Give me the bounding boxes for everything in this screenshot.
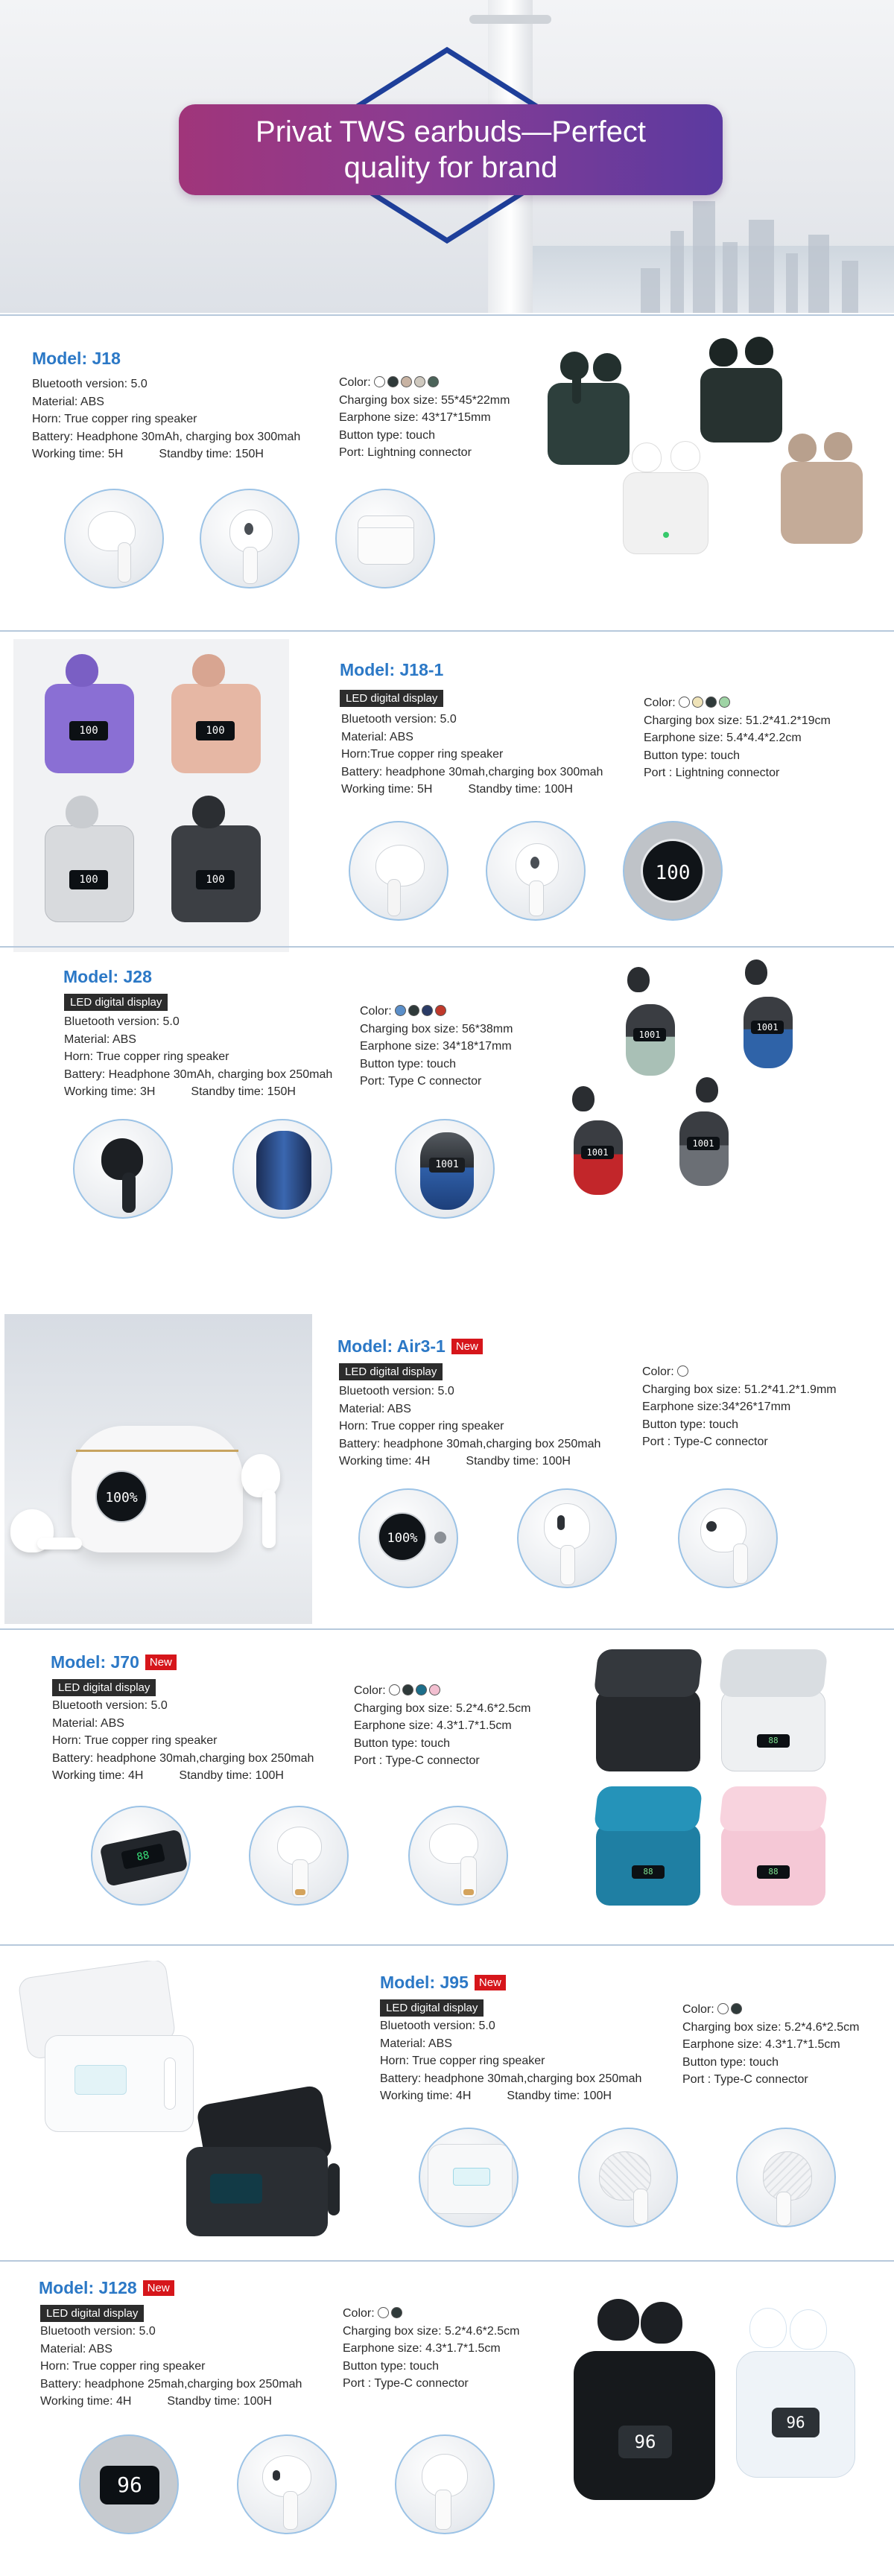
spec-horn: Horn:True copper ring speaker [341, 748, 504, 761]
spec-list-right [644, 694, 831, 782]
new-badge: New [145, 1655, 177, 1670]
spec-material: Material: ABS [380, 2037, 452, 2050]
model-title: Model: J28 [63, 967, 152, 986]
spec-list-right [339, 374, 510, 462]
color-row [360, 1003, 513, 1021]
led-display: 100% [378, 1512, 427, 1561]
color-swatch [387, 376, 399, 387]
product-section-j70 [0, 1630, 894, 1943]
detail-thumb-earbud-side [408, 1806, 508, 1906]
spec-working-time: Working time: 4H [40, 2395, 132, 2408]
color-label: Color: [339, 376, 371, 389]
model-title: Model: J18-1 [340, 660, 444, 679]
spec-material: Material: ABS [341, 730, 413, 743]
color-swatch [706, 697, 717, 708]
led-display: 1001 [751, 1021, 784, 1034]
hero-banner [0, 0, 894, 313]
new-badge: New [475, 1975, 506, 1990]
led-display: 96 [618, 2426, 672, 2458]
spec-material: Material: ABS [64, 1032, 136, 1046]
led-display: 1001 [633, 1028, 666, 1041]
color-swatches [395, 1005, 446, 1016]
detail-thumb-earbud-front [486, 821, 586, 921]
led-display: 100 [196, 870, 235, 889]
product-photo-j18 [536, 331, 879, 606]
color-row [354, 1682, 530, 1700]
spec-bluetooth: Bluetooth version: 5.0 [52, 1699, 168, 1712]
led-display: 100 [69, 721, 108, 740]
product-section-air3-1 [0, 1307, 894, 1627]
color-swatch [429, 1684, 440, 1695]
detail-thumb-earbud-front [249, 1806, 349, 1906]
spec-list-left [341, 711, 603, 799]
spec-battery: Battery: headphone 30mah,charging box 250mah [339, 1437, 601, 1450]
spec-list-left [52, 1697, 314, 1785]
detail-thumb-led-display [358, 1488, 458, 1588]
spec-horn: Horn: True copper ring speaker [339, 1420, 504, 1433]
color-swatch [717, 2003, 729, 2014]
color-label: Color: [682, 2003, 714, 2016]
color-label: Color: [644, 697, 676, 709]
spec-bluetooth: Bluetooth version: 5.0 [64, 1015, 180, 1028]
led-display: 100 [196, 721, 235, 740]
detail-thumb-earbud-front [200, 489, 299, 589]
spec-port: Port : Type-C connector [354, 1754, 480, 1767]
banner-title-box [179, 104, 723, 195]
color-swatches [389, 1684, 440, 1695]
spec-list-right [360, 1003, 513, 1091]
detail-thumb-earbud-front [517, 1488, 617, 1588]
detail-thumb-earbud-side [64, 489, 164, 589]
spec-horn: Horn: True copper ring speaker [52, 1734, 218, 1747]
color-swatch [416, 1684, 427, 1695]
color-swatches [677, 1365, 688, 1377]
spec-material: Material: ABS [339, 1402, 411, 1415]
spec-button-type: Button type: touch [343, 2359, 439, 2373]
spec-earphone-size: Earphone size: 4.3*1.7*1.5cm [682, 2038, 840, 2051]
color-swatch [677, 1365, 688, 1377]
model-title: Model: J128 [39, 2278, 137, 2297]
product-photo-j70 [589, 1645, 834, 1928]
spec-standby-time: Standby time: 150H [159, 448, 264, 460]
led-badge: LED digital display [340, 690, 443, 707]
spec-working-time: Working time: 5H [341, 783, 433, 796]
spec-bluetooth: Bluetooth version: 5.0 [32, 378, 148, 390]
model-title-row [337, 1336, 483, 1357]
new-badge: New [451, 1339, 483, 1354]
detail-thumb-case-blue [232, 1119, 332, 1219]
spec-earphone-size: Earphone size: 4.3*1.7*1.5cm [343, 2342, 501, 2355]
color-row [682, 2001, 859, 2019]
spec-battery: Battery: Headphone 30mAh, charging box 300mah [32, 430, 301, 443]
led-badge: LED digital display [380, 1999, 484, 2017]
pole-ring [469, 15, 551, 24]
detail-thumb-led-display [623, 821, 723, 921]
led-display: 100 [641, 839, 705, 903]
color-swatch [391, 2307, 402, 2318]
spec-material: Material: ABS [52, 1716, 124, 1730]
color-label: Color: [642, 1365, 674, 1378]
detail-thumb-earbud-side [349, 821, 448, 921]
led-display: 88 [121, 1843, 165, 1869]
led-display: 88 [757, 1865, 790, 1879]
spec-earphone-size: Earphone size: 43*17*15mm [339, 411, 491, 424]
led-badge: LED digital display [64, 994, 168, 1011]
color-swatch [719, 697, 730, 708]
spec-list-right [343, 2305, 519, 2393]
led-display: 1001 [581, 1146, 614, 1159]
led-display: 88 [757, 1734, 790, 1748]
spec-working-time: Working time: 4H [380, 2090, 472, 2102]
color-swatch [395, 1005, 406, 1016]
color-swatches [679, 697, 730, 708]
spec-horn: Horn: True copper ring speaker [40, 2360, 206, 2373]
led-display: 100% [95, 1471, 148, 1523]
spec-material: Material: ABS [40, 2342, 112, 2355]
spec-box-size: Charging box size: 5.2*4.6*2.5cm [354, 1701, 531, 1715]
detail-thumb-case-interior [419, 2128, 519, 2227]
spec-standby-time: Standby time: 100H [179, 1769, 284, 1782]
color-swatch [679, 697, 690, 708]
spec-button-type: Button type: touch [339, 428, 435, 442]
spec-time-row [341, 781, 603, 799]
product-section-j95 [0, 1946, 894, 2259]
spec-list-left [380, 2017, 641, 2105]
model-title: Model: J18 [32, 349, 121, 368]
spec-earphone-size: Earphone size:34*26*17mm [642, 1400, 791, 1413]
color-swatch [389, 1684, 400, 1695]
led-display: 88 [632, 1865, 665, 1879]
spec-standby-time: Standby time: 150H [191, 1085, 296, 1098]
model-title-row [380, 1973, 506, 1993]
led-display: 96 [772, 2408, 820, 2437]
spec-box-size: Charging box size: 5.2*4.6*2.5cm [343, 2324, 520, 2338]
spec-list-left [40, 2323, 302, 2411]
model-title-row [51, 1652, 177, 1672]
detail-thumb-led-display [79, 2434, 179, 2534]
spec-box-size: Charging box size: 51.2*41.2*1.9mm [642, 1383, 837, 1396]
spec-earphone-size: Earphone size: 5.4*4.4*2.2cm [644, 732, 802, 744]
color-swatch [428, 376, 439, 387]
spec-box-size: Charging box size: 5.2*4.6*2.5cm [682, 2020, 860, 2034]
color-swatches [717, 2003, 742, 2014]
color-swatches [378, 2307, 402, 2318]
led-display: 1001 [687, 1137, 720, 1150]
spec-button-type: Button type: touch [682, 2055, 779, 2069]
color-label: Color: [343, 2307, 375, 2320]
spec-battery: Battery: headphone 30mah,charging box 300mah [341, 765, 603, 778]
spec-button-type: Button type: touch [644, 749, 740, 762]
product-photo-j18-1 [13, 639, 289, 952]
detail-thumb-led-display [91, 1806, 191, 1906]
spec-bluetooth: Bluetooth version: 5.0 [339, 1385, 454, 1398]
spec-horn: Horn: True copper ring speaker [380, 2055, 545, 2067]
detail-thumb-earbud-mesh [578, 2128, 678, 2227]
spec-port: Port : Type-C connector [343, 2377, 469, 2390]
led-badge: LED digital display [52, 1679, 156, 1696]
spec-earphone-size: Earphone size: 4.3*1.7*1.5cm [354, 1719, 512, 1732]
spec-port: Port : Type-C connector [682, 2073, 808, 2086]
spec-port: Port : Type-C connector [642, 1435, 768, 1448]
color-row [343, 2305, 519, 2323]
spec-list-right [682, 2001, 859, 2089]
spec-time-row [64, 1083, 332, 1101]
spec-battery: Battery: headphone 25mah,charging box 250mah [40, 2377, 302, 2391]
product-photo-j28 [565, 959, 811, 1235]
spec-time-row [40, 2393, 302, 2411]
model-title: Model: J95 [380, 1973, 469, 1992]
model-title: Model: J70 [51, 1652, 139, 1672]
spec-time-row [32, 445, 300, 463]
spec-working-time: Working time: 5H [32, 448, 124, 460]
color-swatch [402, 1684, 413, 1695]
spec-button-type: Button type: touch [354, 1736, 450, 1750]
spec-list-right [354, 1682, 530, 1770]
color-swatch [408, 1005, 419, 1016]
color-swatch [422, 1005, 433, 1016]
spec-standby-time: Standby time: 100H [468, 783, 573, 796]
detail-thumb-earbud-side [678, 1488, 778, 1588]
spec-bluetooth: Bluetooth version: 5.0 [40, 2325, 156, 2338]
color-swatch [401, 376, 412, 387]
spec-port: Port: Lightning connector [339, 446, 472, 459]
color-row [642, 1363, 837, 1381]
color-swatch [692, 697, 703, 708]
detail-thumb-earbud-black [73, 1119, 173, 1219]
product-section-j18-1 [0, 632, 894, 945]
spec-bluetooth: Bluetooth version: 5.0 [380, 2020, 495, 2032]
spec-standby-time: Standby time: 100H [167, 2395, 272, 2408]
spec-box-size: Charging box size: 55*45*22mm [339, 393, 510, 407]
detail-thumb-earbud-side [395, 2434, 495, 2534]
model-title-row [39, 2278, 174, 2298]
product-section-j18 [0, 316, 894, 629]
product-photo-j128 [566, 2299, 879, 2560]
spec-time-row [339, 1453, 600, 1471]
spec-earphone-size: Earphone size: 34*18*17mm [360, 1040, 512, 1053]
color-swatch [378, 2307, 389, 2318]
product-photo-air3-1 [4, 1314, 312, 1624]
spec-working-time: Working time: 4H [339, 1455, 431, 1468]
spec-time-row [52, 1767, 314, 1785]
spec-working-time: Working time: 4H [52, 1769, 144, 1782]
color-row [644, 694, 831, 712]
color-swatch [414, 376, 425, 387]
spec-horn: Horn: True copper ring speaker [64, 1050, 229, 1063]
detail-thumb-earbud-front [237, 2434, 337, 2534]
spec-list-left [339, 1383, 600, 1471]
color-swatch [435, 1005, 446, 1016]
spec-standby-time: Standby time: 100H [507, 2090, 612, 2102]
banner-title: Privat TWS earbuds—Perfect quality for brand [256, 115, 646, 184]
spec-material: Material: ABS [32, 395, 104, 408]
model-title: Model: Air3-1 [337, 1336, 446, 1356]
spec-list-left [32, 375, 300, 463]
led-display: 96 [100, 2466, 159, 2504]
spec-list-left [64, 1013, 332, 1101]
led-display: 1001 [429, 1158, 465, 1173]
new-badge: New [143, 2280, 174, 2296]
spec-battery: Battery: Headphone 30mAh, charging box 250mah [64, 1067, 333, 1081]
led-display: 100 [69, 870, 108, 889]
spec-list-right [642, 1363, 837, 1451]
spec-working-time: Working time: 3H [64, 1085, 156, 1098]
led-badge: LED digital display [339, 1363, 443, 1380]
product-photo-j95 [15, 1961, 365, 2244]
product-section-j128 [0, 2262, 894, 2576]
detail-thumb-charging-case [335, 489, 435, 589]
spec-horn: Horn: True copper ring speaker [32, 413, 197, 425]
color-swatch [731, 2003, 742, 2014]
spec-battery: Battery: headphone 30mah,charging box 250mah [52, 1751, 314, 1765]
spec-port: Port : Lightning connector [644, 767, 780, 779]
spec-standby-time: Standby time: 100H [466, 1455, 571, 1468]
color-row [339, 374, 510, 392]
color-label: Color: [354, 1684, 386, 1697]
detail-thumb-led-display [395, 1119, 495, 1219]
detail-thumb-earbud-side [736, 2128, 836, 2227]
spec-box-size: Charging box size: 51.2*41.2*19cm [644, 714, 831, 727]
spec-box-size: Charging box size: 56*38mm [360, 1022, 513, 1035]
spec-bluetooth: Bluetooth version: 5.0 [341, 713, 457, 726]
spec-port: Port: Type C connector [360, 1075, 482, 1088]
spec-button-type: Button type: touch [360, 1057, 456, 1070]
color-swatches [374, 376, 439, 387]
spec-time-row [380, 2087, 641, 2105]
color-swatch [374, 376, 385, 387]
spec-button-type: Button type: touch [642, 1418, 738, 1431]
product-section-j28 [0, 948, 894, 1305]
color-label: Color: [360, 1005, 392, 1018]
led-badge: LED digital display [40, 2305, 144, 2322]
spec-battery: Battery: headphone 30mah,charging box 250mah [380, 2072, 642, 2085]
